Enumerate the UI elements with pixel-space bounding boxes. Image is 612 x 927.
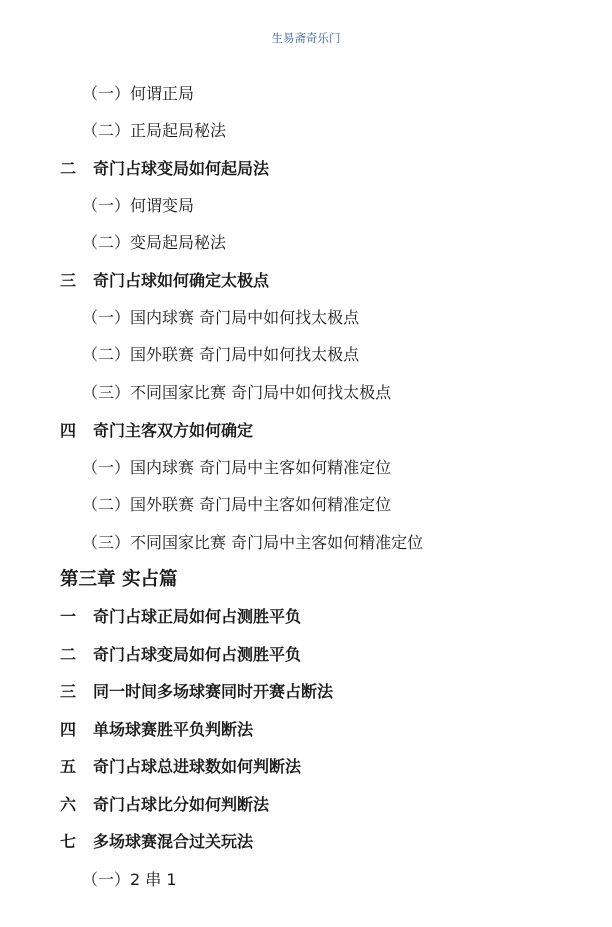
toc-subitem: （一）国内球赛 奇门局中如何找太极点	[82, 308, 360, 327]
toc-subitem: （二）国外联赛 奇门局中如何找太极点	[82, 345, 360, 364]
toc-section-number: 五	[60, 757, 77, 776]
toc-chapter-heading: 第三章 实占篇	[60, 569, 178, 590]
toc-section	[60, 682, 333, 702]
toc-section	[60, 757, 301, 777]
toc-section-title: 奇门主客双方如何确定	[93, 421, 254, 440]
toc-subitem: （一）何谓变局	[82, 196, 195, 215]
toc-section-number: 七	[60, 832, 77, 851]
toc-section	[60, 832, 253, 852]
toc-section-title: 单场球赛胜平负判断法	[93, 720, 254, 739]
toc-section	[60, 795, 269, 815]
toc-section	[60, 421, 253, 441]
toc-section-number: 三	[60, 271, 77, 290]
toc-subitem: （三）不同国家比赛 奇门局中主客如何精准定位	[82, 533, 424, 552]
toc-section-title: 多场球赛混合过关玩法	[93, 832, 254, 851]
toc-subitem: （一）2 串 1	[82, 870, 177, 889]
toc-subitem: （一）国内球赛 奇门局中主客如何精准定位	[82, 458, 392, 477]
toc-section-number: 六	[60, 795, 77, 814]
toc-section-number: 二	[60, 645, 77, 664]
toc-subitem: （二）国外联赛 奇门局中主客如何精准定位	[82, 495, 392, 514]
toc-section-number: 四	[60, 421, 77, 440]
toc-section-title: 奇门占球比分如何判断法	[93, 795, 270, 814]
toc-section-title: 奇门占球如何确定太极点	[93, 271, 270, 290]
toc-subitem: （二）正局起局秘法	[82, 121, 227, 140]
toc-subitem: （三）不同国家比赛 奇门局中如何找太极点	[82, 383, 392, 402]
toc-section	[60, 607, 301, 627]
toc-section	[60, 720, 253, 740]
toc-section-number: 三	[60, 682, 77, 701]
toc-section	[60, 271, 269, 291]
toc-subitem: （二）变局起局秘法	[82, 233, 227, 252]
toc-subitem: （一）何谓正局	[82, 84, 195, 103]
toc-section-number: 一	[60, 607, 77, 626]
toc-section-number: 四	[60, 720, 77, 739]
toc-section-title: 奇门占球变局如何起局法	[93, 159, 270, 178]
toc-section-title: 奇门占球变局如何占测胜平负	[93, 645, 302, 664]
toc-section-title: 奇门占球总进球数如何判断法	[93, 757, 302, 776]
toc-section-title: 奇门占球正局如何占测胜平负	[93, 607, 302, 626]
toc-section-number: 二	[60, 159, 77, 178]
toc-section	[60, 159, 269, 179]
toc-section-title: 同一时间多场球赛同时开赛占断法	[93, 682, 334, 701]
page-header-title: 生易斋奇乐门	[271, 31, 341, 45]
toc-section	[60, 645, 301, 665]
